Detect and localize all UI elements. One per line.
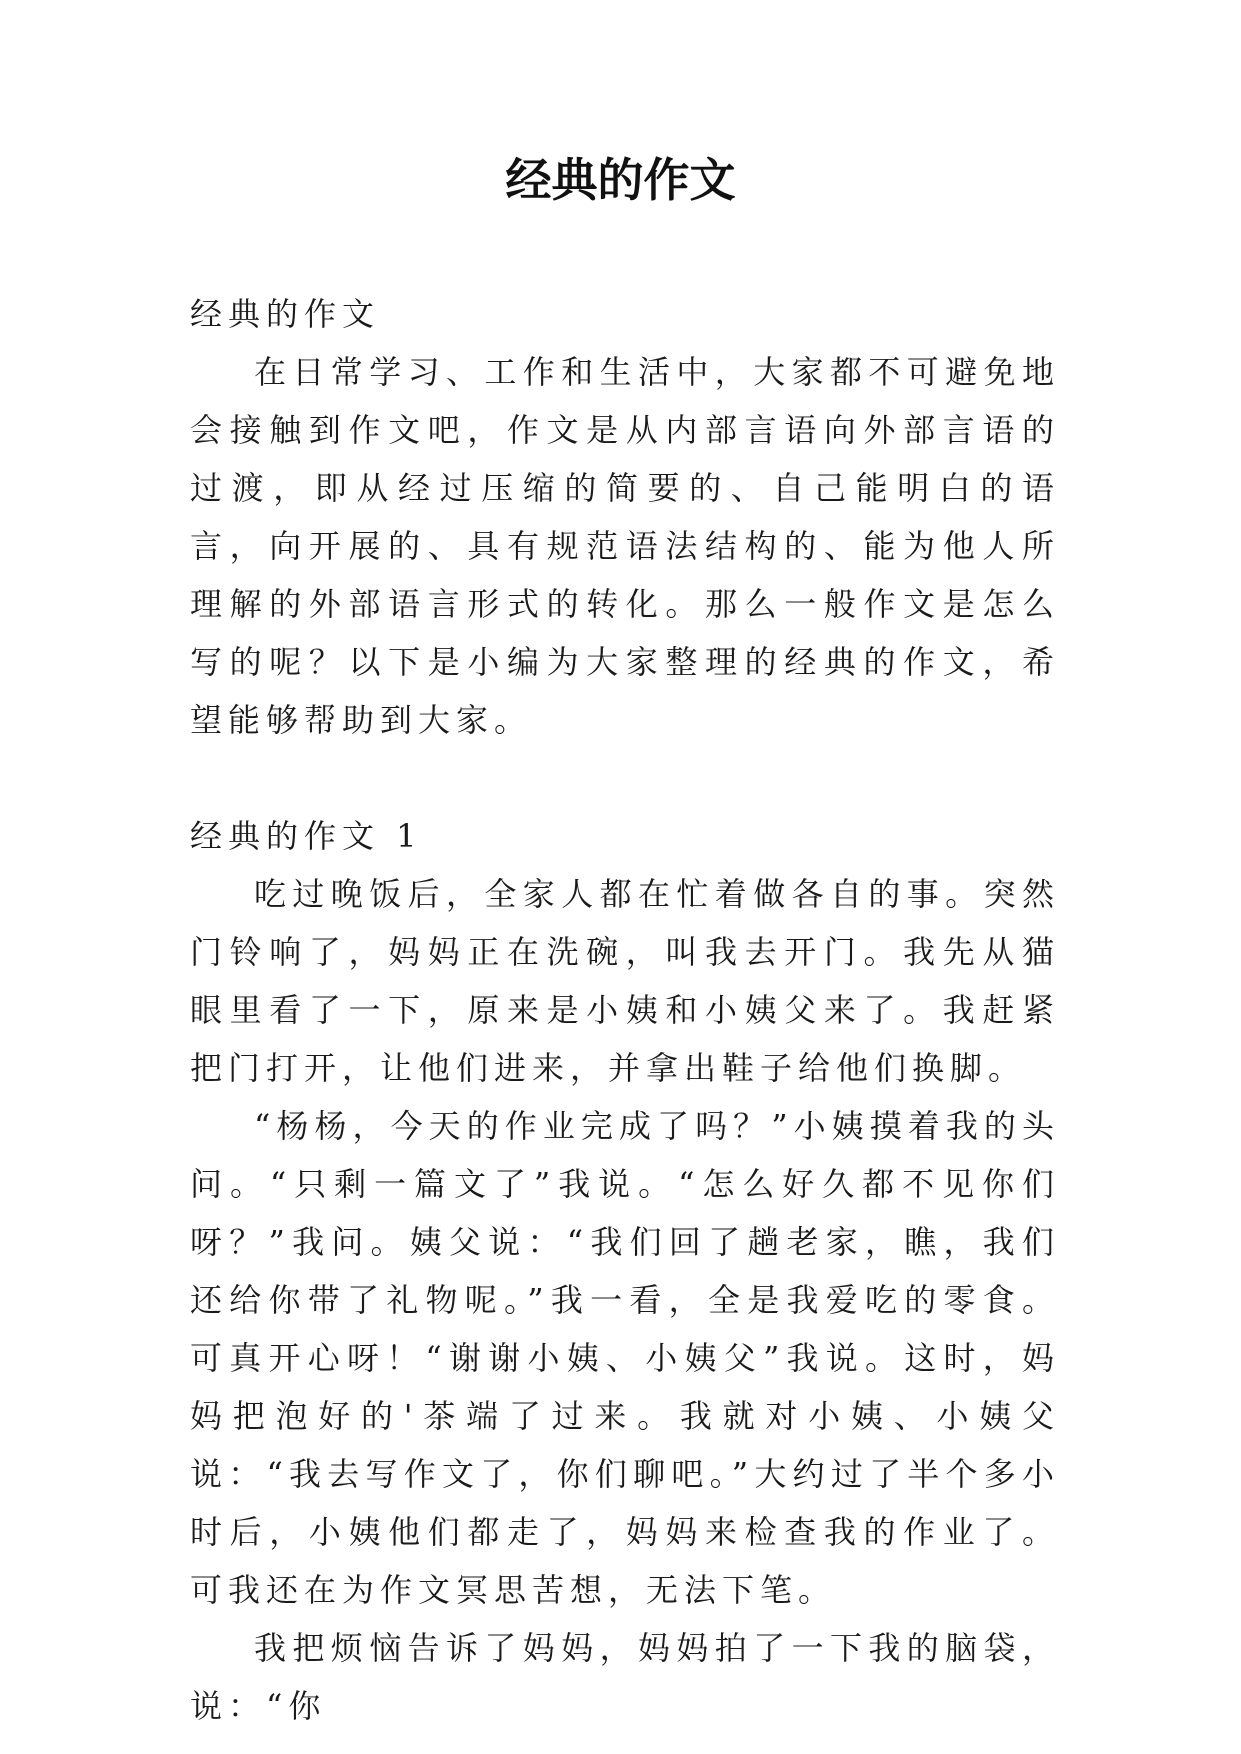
section-1-paragraph-3: 我把烦恼告诉了妈妈，妈妈拍了一下我的脑袋，说：“你	[190, 1629, 1060, 1725]
section-1-paragraph-1: 吃过晚饭后，全家人都在忙着做各自的事。突然门铃响了，妈妈正在洗碗，叫我去开门。我先从猫眼里看了一下，原来是小姨和小姨父来了。我赶紧把门打开，让他们进来，并拿出鞋子给他们换脚。	[190, 875, 1060, 1087]
document-title: 经典的作文	[505, 153, 736, 207]
intro-paragraph: 在日常学习、工作和生活中，大家都不可避免地会接触到作文吧，作文是从内部言语向外部言语的过渡，即从经过压缩的简要的、自己能明白的语言，向开展的、具有规范语法结构的、能为他人所理解的外部语言形式的转化。那么一般作文是怎么写的呢？以下是小编为大家整理的经典的作文，希望能够帮助到大家。	[190, 353, 1060, 739]
paragraph-gap	[190, 749, 1060, 807]
section-1-heading: 经典的作文 1	[190, 817, 423, 855]
intro-heading: 经典的作文	[190, 295, 381, 333]
section-1-paragraph-2: “杨杨，今天的作业完成了吗？”小姨摸着我的头问。“只剩一篇文了”我说。“怎么好久都不见你们呀？”我问。姨父说：“我们回了趟老家，瞧，我们还给你带了礼物呢。”我一看，全是我爱吃的零食。可真开心呀！“谢谢小姨、小姨父”我说。这时，妈妈把泡好的'茶端了过来。我就对小姨、小姨父说：“我去写作文了，你们聊吧。”大约过了半个多小时后，小姨他们都走了，妈妈来检查我的作业了。可我还在为作文冥思苦想，无法下笔。	[190, 1107, 1060, 1609]
document-body	[190, 285, 1060, 1735]
